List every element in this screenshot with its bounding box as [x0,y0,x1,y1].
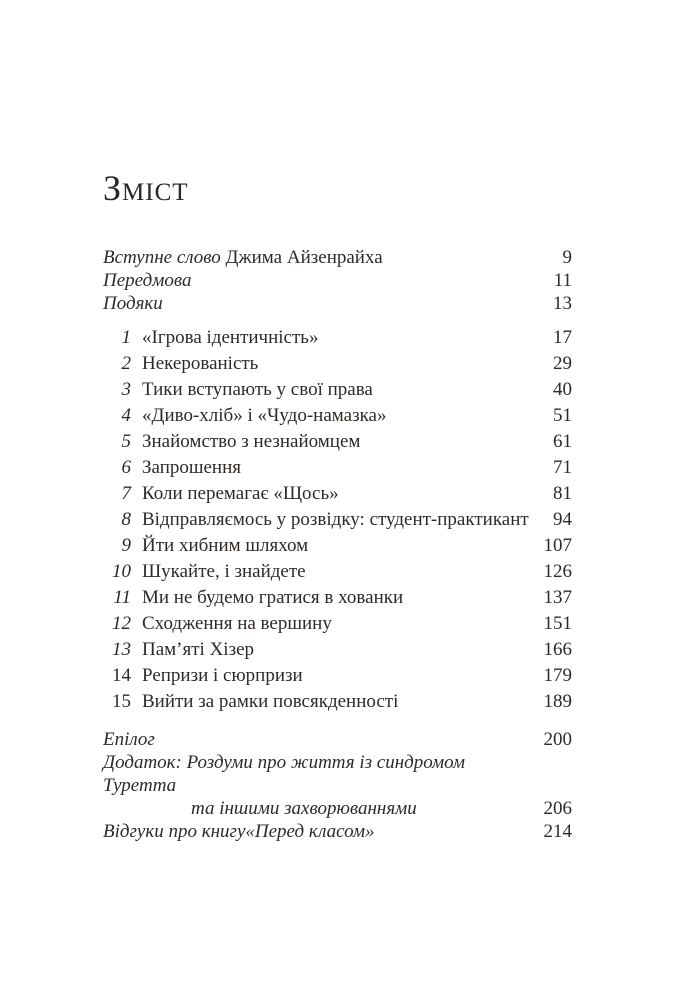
toc-entry [103,292,572,315]
toc-entry-line: Додаток: Роздуми про життя із синдромом Туретта [103,752,466,796]
chapter-number: 5 [121,431,131,452]
chapter-title: Сходження на вершину [142,613,332,634]
chapter-number: 11 [113,587,131,608]
page-number: 214 [543,821,572,842]
chapter-title: Відправляємось у розвідку: студент-практикант [142,509,529,530]
page-number: 51 [553,405,572,426]
chapter-number: 4 [121,405,131,426]
toc-entry-label [103,292,538,315]
chapter-title: Коли перемагає «Щось» [142,483,339,504]
toc-entry-label-italic: Подяки [103,293,163,314]
toc-entry-label-italic: Вступне слово [103,247,221,268]
chapter-number: 12 [112,613,131,634]
toc-entry-label [103,820,538,843]
page-number: 151 [543,613,572,634]
chapter-title: Шукайте, і знайдете [142,561,306,582]
toc-entry [103,403,572,429]
chapter-number: 3 [121,379,131,400]
toc-entry [103,269,572,292]
front-matter-list [103,246,572,315]
toc-entry [103,455,572,481]
toc-entry [103,728,572,751]
page-number: 94 [553,509,572,530]
page-number: 81 [553,483,572,504]
page-number: 40 [553,379,572,400]
toc-entry [103,751,572,820]
page-number: 29 [553,353,572,374]
chapter-title: Тики вступають у свої права [142,379,373,400]
toc-entry [103,611,572,637]
chapter-number: 14 [112,665,131,686]
page-number: 126 [543,561,572,582]
page-number: 166 [543,639,572,660]
page-number: 200 [543,729,572,750]
chapter-number: 13 [112,639,131,660]
chapter-number: 15 [112,691,131,712]
chapter-number: 8 [121,509,131,530]
toc-entry [103,689,572,715]
chapter-title: Репризи і сюрпризи [142,665,303,686]
page-number: 17 [553,327,572,348]
toc-entry [103,351,572,377]
toc-entry [103,429,572,455]
toc-entry-label [103,751,538,820]
page-number: 137 [543,587,572,608]
page-title: Зміст [103,168,189,208]
page-number: 179 [543,665,572,686]
toc-entry-line: Відгуки про книгу«Перед класом» [103,821,375,842]
toc-entry [103,533,572,559]
chapter-title: Йти хибним шляхом [142,535,309,556]
chapter-title: Запрошення [142,457,242,478]
toc-entry-label [103,728,538,751]
table-of-contents [103,246,572,843]
toc-entry [103,585,572,611]
page-number: 11 [553,270,572,291]
page-number: 206 [543,798,572,819]
page-number: 61 [553,431,572,452]
chapter-title: «Ігрова ідентичність» [142,327,319,348]
toc-entry-label [103,269,538,292]
chapter-number: 6 [121,457,131,478]
toc-entry [103,377,572,403]
toc-entry [103,637,572,663]
toc-entry [103,820,572,843]
toc-entry-line: Епілог [103,729,155,750]
toc-entry [103,507,572,533]
chapter-number: 10 [112,561,131,582]
chapter-number: 1 [121,327,131,348]
chapter-number: 9 [121,535,131,556]
chapter-title: «Диво-хліб» і «Чудо-намазка» [142,405,387,426]
page-number: 71 [553,457,572,478]
toc-entry [103,325,572,351]
page-number: 13 [553,293,572,314]
toc-entry-label-regular: Джима Айзенрайха [220,247,383,268]
toc-entry [103,246,572,269]
chapter-title: Знайомство з незнайомцем [142,431,361,452]
toc-entry [103,559,572,585]
toc-entry-label [103,246,538,269]
page-number: 9 [562,247,572,268]
chapter-number: 2 [121,353,131,374]
back-matter-list [103,728,572,843]
toc-entry [103,663,572,689]
page-number: 189 [543,691,572,712]
page-number: 107 [543,535,572,556]
toc-entry [103,481,572,507]
chapter-number: 7 [121,483,131,504]
toc-entry-label-italic: Передмова [103,270,192,291]
toc-entry-line: та іншими захворюваннями [191,798,417,819]
chapter-title: Ми не будемо гратися в хованки [142,587,404,608]
chapter-title: Пам’яті Хізер [142,639,255,660]
chapter-title: Вийти за рамки повсякденності [142,691,399,712]
chapter-title: Некерованість [142,353,259,374]
chapter-list [103,325,572,715]
